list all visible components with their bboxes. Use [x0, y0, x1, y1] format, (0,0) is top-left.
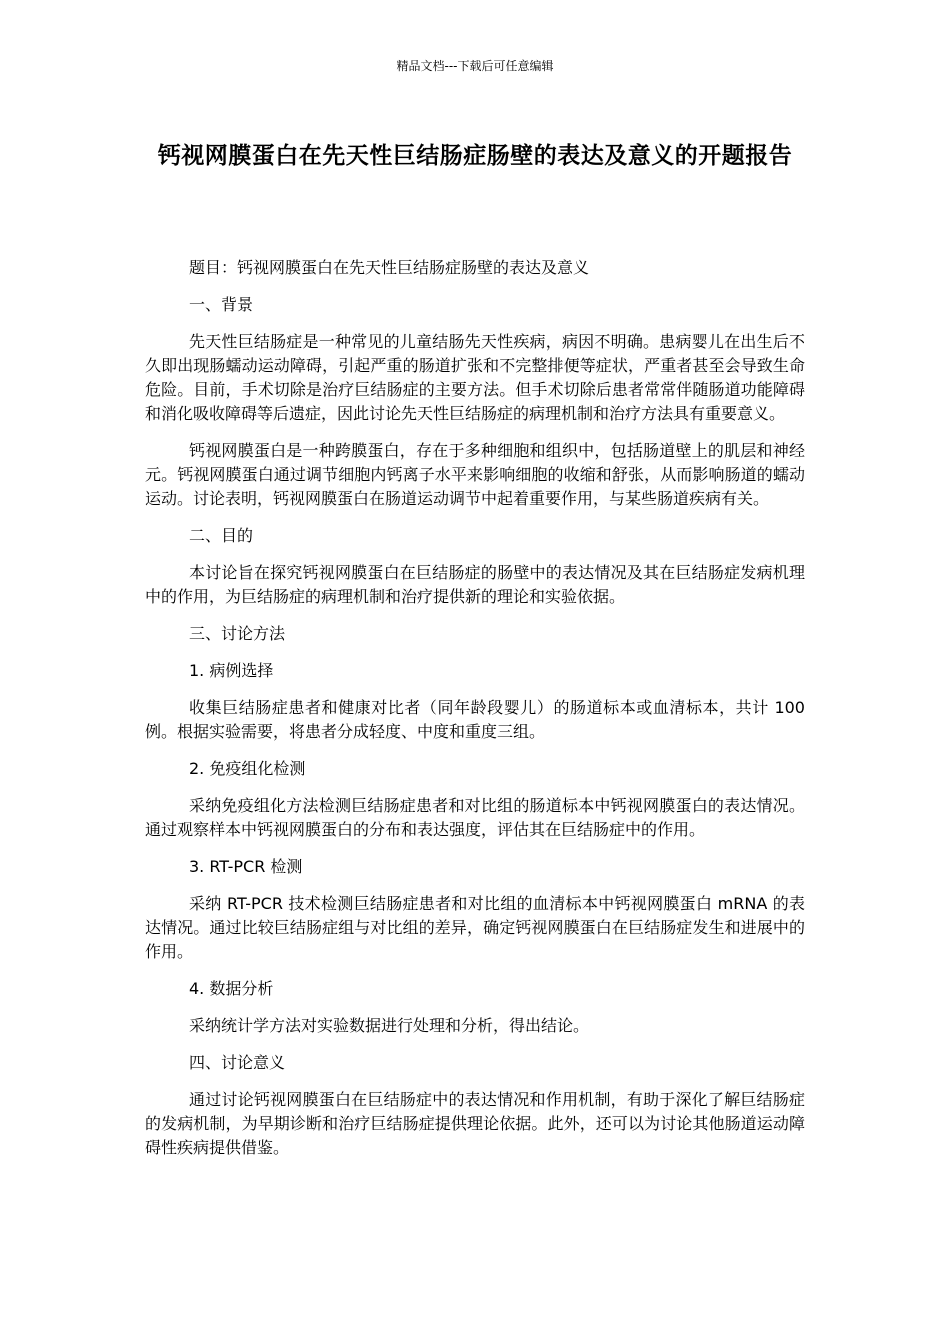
subheading-rtpcr: 3. RT-PCR 检测: [189, 857, 303, 876]
paragraph-background-2: 钙视网膜蛋白是一种跨膜蛋白，存在于多种细胞和组织中，包括肠道壁上的肌层和神经元。钙视网膜蛋白通过调节细胞内钙离子水平来影响细胞的收缩和舒张，从而影响肠道的蠕动运动。讨论表明，钙视网膜蛋白在肠道运动调节中起着重要作用，与某些肠道疾病有关。: [145, 441, 805, 508]
subheading-data-analysis: 4. 数据分析: [189, 979, 274, 998]
document-body: [145, 256, 805, 1173]
paragraph-ihc: 采纳免疫组化方法检测巨结肠症患者和对比组的肠道标本中钙视网膜蛋白的表达情况。通过观察样本中钙视网膜蛋白的分布和表达强度，评估其在巨结肠症中的作用。: [145, 796, 805, 839]
paragraph-topic: 题目：钙视网膜蛋白在先天性巨结肠症肠壁的表达及意义: [189, 258, 590, 277]
paragraph-rtpcr: 采纳 RT-PCR 技术检测巨结肠症患者和对比组的血清标本中钙视网膜蛋白 mRNA 的表达情况。通过比较巨结肠症组与对比组的差异，确定钙视网膜蛋白在巨结肠症发生和进展中的作用。: [145, 894, 805, 961]
paragraph-background-1: 先天性巨结肠症是一种常见的儿童结肠先天性疾病，病因不明确。患病婴儿在出生后不久即出现肠蠕动运动障碍，引起严重的肠道扩张和不完整排便等症状，严重者甚至会导致生命危险。目前，手术切除是治疗巨结肠症的主要方法。但手术切除后患者常常伴随肠道功能障碍和消化吸收障碍等后遗症，因此讨论先天性巨结肠症的病理机制和治疗方法具有重要意义。: [145, 332, 805, 423]
paragraph-significance: 通过讨论钙视网膜蛋白在巨结肠症中的表达情况和作用机制，有助于深化了解巨结肠症的发病机制，为早期诊断和治疗巨结肠症提供理论依据。此外，还可以为讨论其他肠道运动障碍性疾病提供借鉴。: [145, 1090, 805, 1157]
header-note: 精品文档---下载后可任意编辑: [396, 59, 554, 73]
document-title: 钙视网膜蛋白在先天性巨结肠症肠壁的表达及意义的开题报告: [157, 143, 793, 169]
heading-purpose: 二、目的: [189, 526, 254, 545]
paragraph-purpose: 本讨论旨在探究钙视网膜蛋白在巨结肠症的肠壁中的表达情况及其在巨结肠症发病机理中的作用，为巨结肠症的病理机制和治疗提供新的理论和实验依据。: [145, 563, 805, 606]
paragraph-data-analysis: 采纳统计学方法对实验数据进行处理和分析，得出结论。: [189, 1016, 590, 1035]
subheading-ihc: 2. 免疫组化检测: [189, 759, 306, 778]
subheading-case-selection: 1. 病例选择: [189, 661, 274, 680]
heading-background: 一、背景: [189, 295, 254, 314]
heading-significance: 四、讨论意义: [189, 1053, 286, 1072]
heading-methods: 三、讨论方法: [189, 624, 286, 643]
paragraph-case-selection: 收集巨结肠症患者和健康对比者（同年龄段婴儿）的肠道标本或血清标本，共计 100 例。根据实验需要，将患者分成轻度、中度和重度三组。: [145, 698, 805, 741]
